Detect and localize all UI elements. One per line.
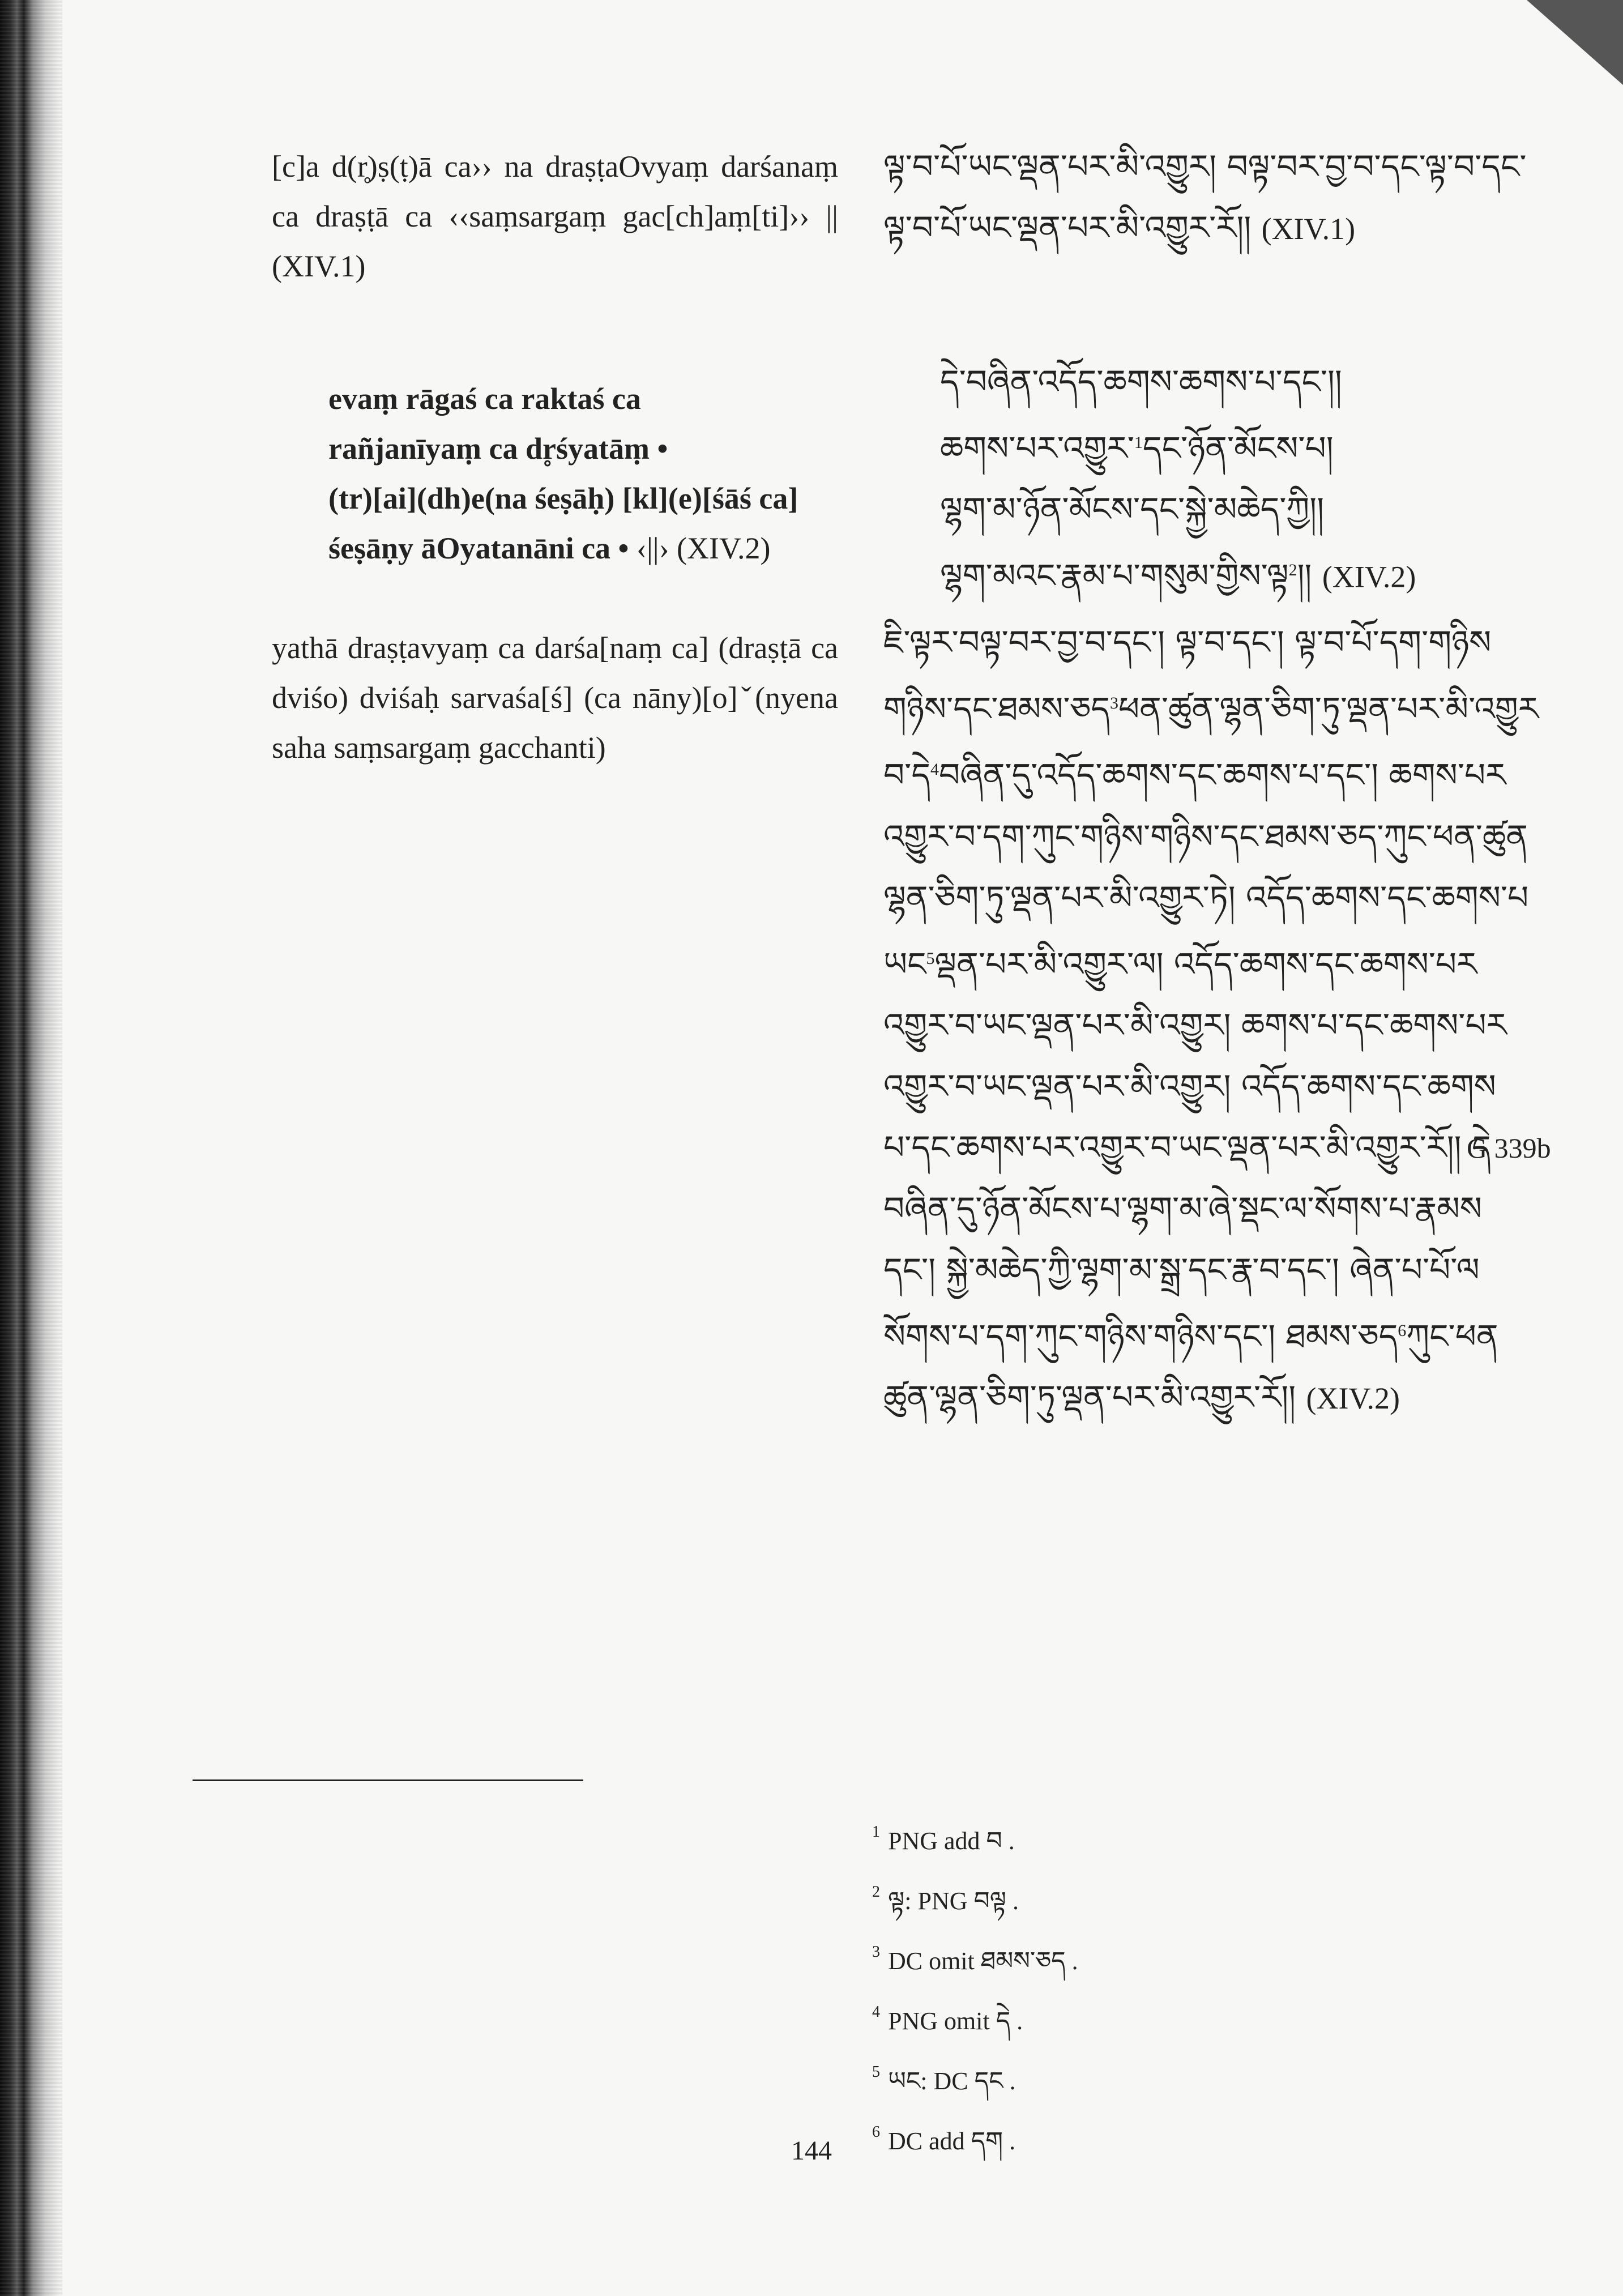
tibetan-prose-text xyxy=(883,612,1552,1429)
sanskrit-verse-line-1: evaṃ rāgaś ca raktaś ca xyxy=(328,382,641,416)
tibetan-prose-line-12-rest: ཀུང་ཕན xyxy=(1406,1317,1498,1356)
footnote-mark-5: 5 xyxy=(926,949,935,968)
sanskrit-prose-xiv2: yathā draṣṭavyaṃ ca darśa[naṃ ca] (draṣṭā ca dviśo) dviśaḥ sarvaśa[ś] (ca nāny)[o]ˇ(nyena saha saṃsargaṃ gacchanti) xyxy=(272,631,838,765)
footnote-text: DC omit ཐམས་ཅད . xyxy=(888,1947,1078,1975)
tibetan-line: ལྟ་བ་པོ་ཡང་ལྡན་པར་མི་འགྱུར། བལྟ་བར་བྱ་བ་དང་ལྟ་བ་དང་ xyxy=(883,147,1527,186)
footnote-2 xyxy=(872,1867,1438,1927)
sanskrit-verse-ref: ‹||› (XIV.2) xyxy=(636,531,771,565)
footnote-mark-1: 1 xyxy=(1134,433,1143,452)
footnotes xyxy=(872,1807,1438,2167)
footnote-text: ལྟ: PNG བལྟ . xyxy=(888,1887,1019,1915)
scan-binding-edge xyxy=(0,0,62,2296)
footnote-text: PNG omit དེ . xyxy=(888,2007,1023,2035)
tibetan-prose-line-8: འགྱུར་བ་ཡང་ལྡན་པར་མི་འགྱུར། འདོད་ཆགས་དང་ཆགས xyxy=(883,1066,1496,1106)
sanskrit-prose-xiv1: [c]a d(r̥)ṣ(ṭ)ā ca›› na draṣṭaOvyaṃ darśanaṃ ca draṣṭā ca ‹‹saṃsargaṃ gac[ch]aṃ[ti]›› || (XIV.1) xyxy=(272,150,838,283)
tibetan-ref-xiv1: (XIV.1) xyxy=(1261,212,1356,246)
tibetan-prose-line-10: བཞིན་དུ་ཉོན་མོངས་པ་ལྷག་མ་ཞེ་སྡང་ལ་སོགས་པ་རྣམས xyxy=(883,1189,1482,1228)
footnote-4 xyxy=(872,1987,1438,2047)
tibetan-prose-line-2-rest: ཕན་ཚུན་ལྷན་ཅིག་ཏུ་ལྡན་པར་མི་འགྱུར xyxy=(1118,689,1539,728)
footnote-mark-4: 4 xyxy=(930,760,939,779)
tibetan-prose-line-7: འགྱུར་བ་ཡང་ལྡན་པར་མི་འགྱུར། ཆགས་པ་དང་ཆགས་པར xyxy=(883,1005,1507,1044)
sanskrit-verse-line-2: rañjanīyaṃ ca dr̥śyatāṃ • xyxy=(328,432,668,466)
tibetan-prose-line-3 xyxy=(883,739,1552,805)
footnote-1 xyxy=(872,1807,1438,1867)
sanskrit-block-3 xyxy=(272,623,838,773)
tibetan-prose-line-13-text: ཚུན་ལྷན་ཅིག་ཏུ་ལྡན་པར་མི་འགྱུར་རོ།། xyxy=(883,1378,1296,1417)
tibetan-prose-line-2 xyxy=(883,673,1552,739)
tibetan-verse xyxy=(940,351,1552,608)
tibetan-prose-line-6-rest: ལྡན་པར་མི་འགྱུར་ལ། འདོད་ཆགས་དང་ཆགས་པར xyxy=(934,944,1477,983)
tibetan-prose-line-6 xyxy=(883,928,1552,995)
tibetan-prose-line-2-text: གཉིས་དང་ཐམས་ཅད xyxy=(883,689,1110,728)
footnote-number: 3 xyxy=(872,1943,880,1961)
footnote-number: 5 xyxy=(872,2063,880,2081)
tibetan-verse-line-2 xyxy=(940,412,1552,479)
tibetan-verse-line-2-rest: དང་ཉོན་མོངས་པ། xyxy=(1142,429,1334,468)
footnote-3 xyxy=(872,1927,1438,1987)
tibetan-verse-line-2-text: ཆགས་པར་འགྱུར་ xyxy=(940,429,1134,468)
margin-folio-note: G 339b xyxy=(1467,1132,1551,1164)
tibetan-verse-ref: (XIV.2) xyxy=(1322,560,1416,594)
footnote-mark-2: 2 xyxy=(1288,561,1297,580)
folded-corner xyxy=(1527,0,1623,85)
sanskrit-verse xyxy=(328,374,838,573)
footnote-number: 2 xyxy=(872,1883,880,1901)
sanskrit-verse-line-4 xyxy=(328,523,838,573)
sanskrit-verse-line-3: (tr)[ai](dh)e(na śeṣāḥ) [kl](e)[śāś ca] xyxy=(328,481,798,515)
sanskrit-verse-line-4-text: śeṣāṇy āOyatanāni ca • xyxy=(328,531,629,565)
tibetan-prose-line-12-text: སོགས་པ་དག་ཀུང་གཉིས་གཉིས་དང་། ཐམས་ཅད xyxy=(883,1317,1398,1356)
tibetan-verse-line-1: དེ་བཞིན་འདོད་ཆགས་ཆགས་པ་དང་།། xyxy=(940,362,1342,401)
tibetan-prose-line-4: འགྱུར་བ་དག་ཀུང་གཉིས་གཉིས་དང་ཐམས་ཅད་ཀུང་ཕན་ཚུན xyxy=(883,817,1528,856)
sanskrit-verse-text xyxy=(328,374,838,573)
tibetan-prose-ref: (XIV.2) xyxy=(1306,1381,1400,1416)
tibetan-verse-line-3: ལྷག་མ་ཉོན་མོངས་དང་སྐྱེ་མཆེད་ཀྱི།། xyxy=(940,490,1325,529)
footnote-number: 4 xyxy=(872,2003,880,2021)
sanskrit-block-1 xyxy=(272,142,838,291)
footnote-number: 6 xyxy=(872,2123,880,2141)
tibetan-prose-xiv1 xyxy=(883,136,1552,259)
tibetan-prose-line-1: ཇི་ལྟར་བལྟ་བར་བྱ་བ་དང་། ལྟ་བ་དང་། ལྟ་བ་པོ་དག་གཉིས xyxy=(883,623,1492,662)
footnote-text: DC add དག . xyxy=(888,2127,1016,2155)
tibetan-block-1 xyxy=(883,136,1552,259)
footnote-number: 1 xyxy=(872,1823,880,1841)
tibetan-verse-text xyxy=(940,351,1552,608)
tibetan-prose-line-3-rest: བཞིན་དུ་འདོད་ཆགས་དང་ཆགས་པ་དང་། ཆགས་པར xyxy=(938,756,1506,795)
tibetan-prose-line-6-text: ཡང xyxy=(883,944,926,983)
tibetan-prose-line-9: པ་དང་ཆགས་པར་འགྱུར་བ་ཡང་ལྡན་པར་མི་འགྱུར་རོ།། དེ xyxy=(883,1128,1491,1167)
footnote-mark-3: 3 xyxy=(1109,694,1118,712)
footnote-5 xyxy=(872,2047,1438,2107)
tibetan-line xyxy=(883,197,1552,259)
footnote-text: PNG add བ . xyxy=(888,1827,1015,1855)
tibetan-prose-xiv2 xyxy=(883,612,1552,1429)
tibetan-verse-line-4-text: ལྷག་མའང་རྣམ་པ་གསུམ་གྱིས་ལྟ xyxy=(940,556,1289,595)
tibetan-prose-line-12 xyxy=(883,1300,1552,1367)
tibetan-verse-line-4-tail: །། xyxy=(1297,556,1312,595)
footnote-mark-6: 6 xyxy=(1398,1321,1407,1340)
footnote-text: ཡང: DC དང . xyxy=(888,2067,1016,2095)
page-number: 144 xyxy=(791,2136,832,2166)
tibetan-verse-line-4 xyxy=(940,540,1552,607)
tibetan-prose-line-5: ལྷན་ཅིག་ཏུ་ལྡན་པར་མི་འགྱུར་ཏེ། འདོད་ཆགས་དང་ཆགས་པ xyxy=(883,878,1529,917)
tibetan-prose-line-13 xyxy=(883,1367,1552,1429)
tibetan-prose-line-3-text: བ་དེ xyxy=(883,756,930,795)
footnote-rule xyxy=(193,1779,583,1781)
tibetan-line-text: ལྟ་བ་པོ་ཡང་ལྡན་པར་མི་འགྱུར་རོ།། xyxy=(883,208,1252,247)
tibetan-prose-line-11: དང་། སྐྱེ་མཆེད་ཀྱི་ལྷག་མ་སྒྲ་དང་རྣ་བ་དང་། ཞེན་པ་པོ་ལ xyxy=(883,1250,1480,1289)
